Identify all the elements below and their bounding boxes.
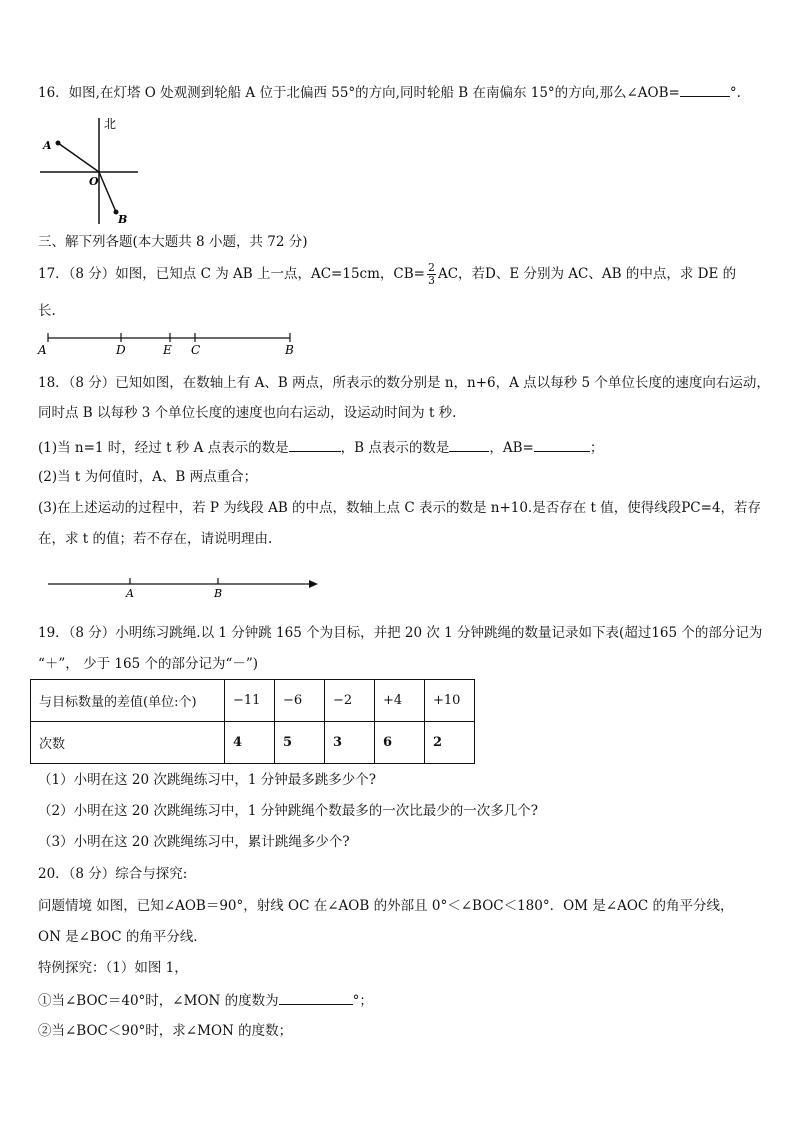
q17-stem-cont: AC，若D、E 分别为 AC、AB 的中点，求 DE 的 xyxy=(437,266,737,282)
q19-line2: “＋”， 少于 165 个的部分记为“－”) xyxy=(38,656,259,672)
q17-fraction xyxy=(427,262,436,287)
table-cell: −2 xyxy=(325,680,375,722)
q18-part1-c: ，AB= xyxy=(489,440,534,456)
q17-stem: 17．（8 分）如图，已知点 C 为 AB 上一点，AC=15cm，CB= xyxy=(38,266,425,282)
table-cell: 3 xyxy=(325,722,375,764)
q17-text-line2: 长. xyxy=(38,303,56,319)
q19-sub2: （2）小明在这 20 次跳绳练习中，1 分钟跳绳个数最多的一次比最少的一次多几个? xyxy=(38,803,538,819)
q16-compass-figure xyxy=(34,112,144,228)
q20-line2: ON 是∠BOC 的角平分线． xyxy=(38,929,207,945)
point-o-label: O xyxy=(89,175,99,188)
north-label: 北 xyxy=(104,117,117,131)
q18-part1-d: ； xyxy=(589,440,604,456)
section-3-heading: 三、解下列各题(本大题共 8 小题，共 72 分) xyxy=(38,234,308,250)
q20-line4 xyxy=(38,990,373,1010)
numline-point-a: A xyxy=(126,587,134,600)
seg-point-b: B xyxy=(285,343,294,357)
q16-tail: °. xyxy=(729,85,741,101)
table-header-diff: 与目标数量的差值(单位:个) xyxy=(31,680,225,722)
table-row xyxy=(31,680,475,722)
seg-point-d: D xyxy=(116,343,126,357)
fraction-numerator: 2 xyxy=(427,261,435,274)
q19-line1: 19．（8 分）小明练习跳绳.以 1 分钟跳 165 个为目标，并把 20 次 1 分钟跳绳的数量记录如下表(超过165 个的部分记为 xyxy=(38,625,763,641)
q18-blank-ab xyxy=(534,437,590,452)
q20-line1: 问题情境 如图，已知∠AOB＝90°，射线 OC 在∠AOB 的外部且 0°＜∠BOC＜180°．OM 是∠AOC 的角平分线， xyxy=(38,898,734,914)
q20-line4-tail: °； xyxy=(352,993,373,1009)
q18-part1-a: (1)当 n=1 时，经过 t 秒 A 点表示的数是 xyxy=(38,440,289,456)
q18-blank-b xyxy=(449,437,489,452)
q18-blank-a xyxy=(289,437,341,452)
q18-number-line-figure xyxy=(46,574,326,600)
table-cell: 5 xyxy=(275,722,325,764)
q20-line3: 特例探究：（1）如图 1， xyxy=(38,960,188,976)
table-cell: +4 xyxy=(375,680,425,722)
q18-line2: 同时点 B 以每秒 3 个单位长度的速度也向右运动，设运动时间为 t 秒. xyxy=(38,405,457,421)
q20-line4-stem: ①当∠BOC＝40°时，∠MON 的度数为 xyxy=(38,993,279,1009)
q16-answer-blank xyxy=(680,82,730,97)
numline-point-b: B xyxy=(214,587,223,600)
q18-part2: (2)当 t 为何值时，A、B 两点重合； xyxy=(38,469,258,485)
q18-line1: 18．（8 分）已知如图，在数轴上有 A、B 两点，所表示的数分别是 n，n+6，A 点以每秒 5 个单位长度的速度向右运动， xyxy=(38,375,770,391)
q18-part3-line1: (3)在上述运动的过程中，若 P 为线段 AB 的中点，数轴上点 C 表示的数是 n+10.是否存在 t 值，使得线段PC=4，若存 xyxy=(38,500,762,516)
table-header-count: 次数 xyxy=(31,722,225,764)
q20-answer-blank xyxy=(279,990,353,1005)
q18-part1-b: ，B 点表示的数是 xyxy=(340,440,450,456)
jump-rope-record-table xyxy=(30,679,475,764)
q20-line5: ②当∠BOC＜90°时，求∠MON 的度数； xyxy=(38,1023,293,1039)
table-cell: 4 xyxy=(225,722,275,764)
q19-sub1: （1）小明在这 20 次跳绳练习中，1 分钟最多跳多少个? xyxy=(38,772,376,788)
seg-point-c: C xyxy=(191,343,201,357)
point-b-label: B xyxy=(118,213,128,226)
q20-title: 20．（8 分）综合与探究: xyxy=(38,866,188,882)
table-row xyxy=(31,722,475,764)
q19-sub3: （3）小明在这 20 次跳绳练习中，累计跳绳多少个? xyxy=(38,834,350,850)
seg-point-e: E xyxy=(163,343,172,357)
table-cell: −6 xyxy=(275,680,325,722)
q17-segment-figure xyxy=(34,330,304,360)
q18-part1 xyxy=(38,437,603,457)
q17-text xyxy=(38,260,736,288)
q16-text xyxy=(38,82,741,102)
table-cell: 6 xyxy=(375,722,425,764)
point-a-label: A xyxy=(43,139,52,152)
q16-stem: 16．如图,在灯塔 O 处观测到轮船 A 位于北偏西 55°的方向,同时轮船 B 在南偏东 15°的方向,那么∠AOB= xyxy=(38,85,680,101)
table-cell: +10 xyxy=(425,680,475,722)
table-cell: −11 xyxy=(225,680,275,722)
table-cell: 2 xyxy=(425,722,475,764)
fraction-denominator: 3 xyxy=(427,274,435,287)
q18-part3-line2: 在，求 t 的值；若不存在，请说明理由. xyxy=(38,531,273,547)
seg-point-a: A xyxy=(38,343,47,357)
